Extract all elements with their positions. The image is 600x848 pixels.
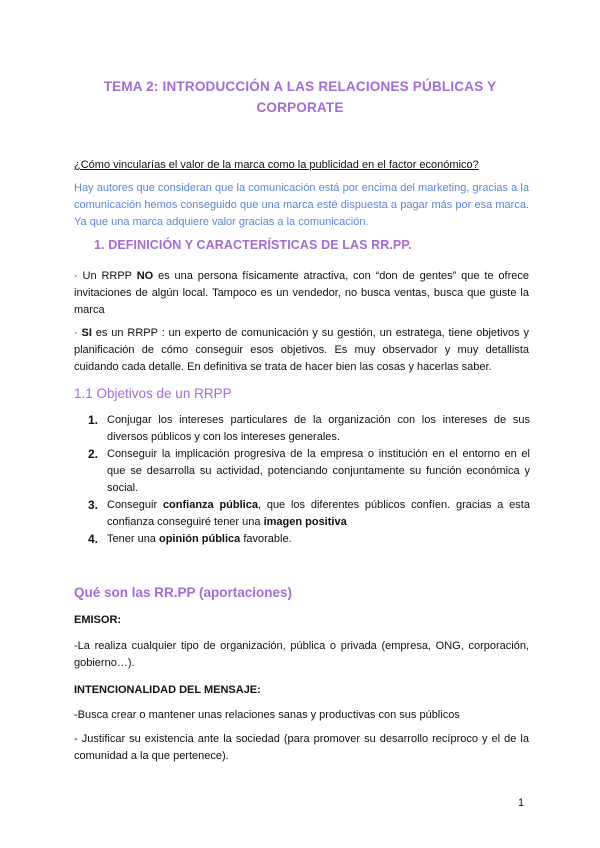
- page-title: [90, 76, 510, 118]
- page-number: 1: [518, 797, 525, 809]
- list-item: [90, 412, 530, 446]
- title-line-1: TEMA 2: INTRODUCCIÓN A LAS RELACIONES PÚBLICAS Y: [103, 79, 497, 94]
- list-bold-b: imagen positiva: [263, 516, 347, 528]
- intencionalidad-item-2: - Justificar su existencia ante la sociedad (para promover su desarrollo recíproco y el de la comunidad a la que pertenece).: [74, 733, 529, 762]
- list-text: Conseguir la implicación progresiva de la empresa o institución en el entorno en el que se desarrolla su actividad, potenciando conjuntamente su función económica y social.: [107, 448, 530, 494]
- list-number: 3.: [88, 498, 99, 512]
- p2-bold: SI: [81, 327, 92, 339]
- list-number: 2.: [88, 447, 99, 461]
- list-text-a: Conseguir: [107, 499, 163, 511]
- paragraph-rrpp-si: [74, 325, 529, 376]
- list-item: [90, 531, 530, 548]
- subsection-heading-aportaciones: Qué son las RR.PP (aportaciones): [74, 585, 293, 600]
- list-text: Conjugar los intereses particulares de la organización con los intereses de sus diversos públicos y con los intereses generales.: [107, 414, 530, 443]
- list-text-b: , que los diferentes públicos confíen. gracias a esta confianza conseguiré tener una: [107, 499, 530, 528]
- p2-prefix: ·: [74, 327, 82, 339]
- p1-prefix: · Un RRPP: [74, 270, 137, 282]
- paragraph-rrpp-no: [74, 268, 529, 319]
- list-item: [90, 446, 530, 497]
- list-bold-a: confianza pública: [162, 499, 258, 511]
- list-bold-a: opinión pública: [158, 533, 241, 545]
- emisor-label: EMISOR:: [74, 614, 122, 626]
- title-line-2: CORPORATE: [256, 100, 344, 115]
- section-heading-definicion: 1. DEFINICIÓN Y CARACTERÍSTICAS DE LAS RR.PP.: [94, 238, 412, 252]
- list-text-a: Tener una: [107, 533, 159, 545]
- subsection-heading-objetivos: 1.1 Objetivos de un RRPP: [74, 386, 232, 401]
- intencionalidad-label: INTENCIONALIDAD DEL MENSAJE:: [74, 684, 261, 696]
- question-text: ¿Cómo vincularías el valor de la marca como la publicidad en el factor económico?: [74, 159, 479, 171]
- answer-paragraph: Hay autores que consideran que la comunicación está por encima del marketing, gracias a la comunicación hemos conseguido que una marca esté dispuesta a pagar más por esa marca. Ya que una marca adquiere valor gracias a la comunicación.: [74, 182, 529, 228]
- list-item: [90, 497, 530, 531]
- objectives-list: [90, 412, 530, 548]
- p1-bold: NO: [136, 270, 154, 282]
- p1-rest: es una persona físicamente atractiva, con “don de gentes” que te ofrece invitaciones de algún local. Tampoco es un vendedor, no busca ventas, busca que guste la marca: [74, 270, 529, 316]
- list-text-b: favorable.: [240, 533, 292, 545]
- intencionalidad-item-1: -Busca crear o mantener unas relaciones sanas y productivas con sus públicos: [74, 709, 460, 721]
- p2-rest: es un RRPP : un experto de comunicación y su gestión, un estratega, tiene objetivos y planificación de cómo conseguir esos objetivos. Es muy observador y muy detallista cuidando cada detalle. En definitiva se trata de hacer bien las cosas y hacerlas saber.: [74, 327, 529, 373]
- list-number: 1.: [88, 413, 99, 427]
- emisor-text: -La realiza cualquier tipo de organización, pública o privada (empresa, ONG, corporación, gobierno…).: [74, 640, 529, 669]
- list-number: 4.: [88, 532, 99, 546]
